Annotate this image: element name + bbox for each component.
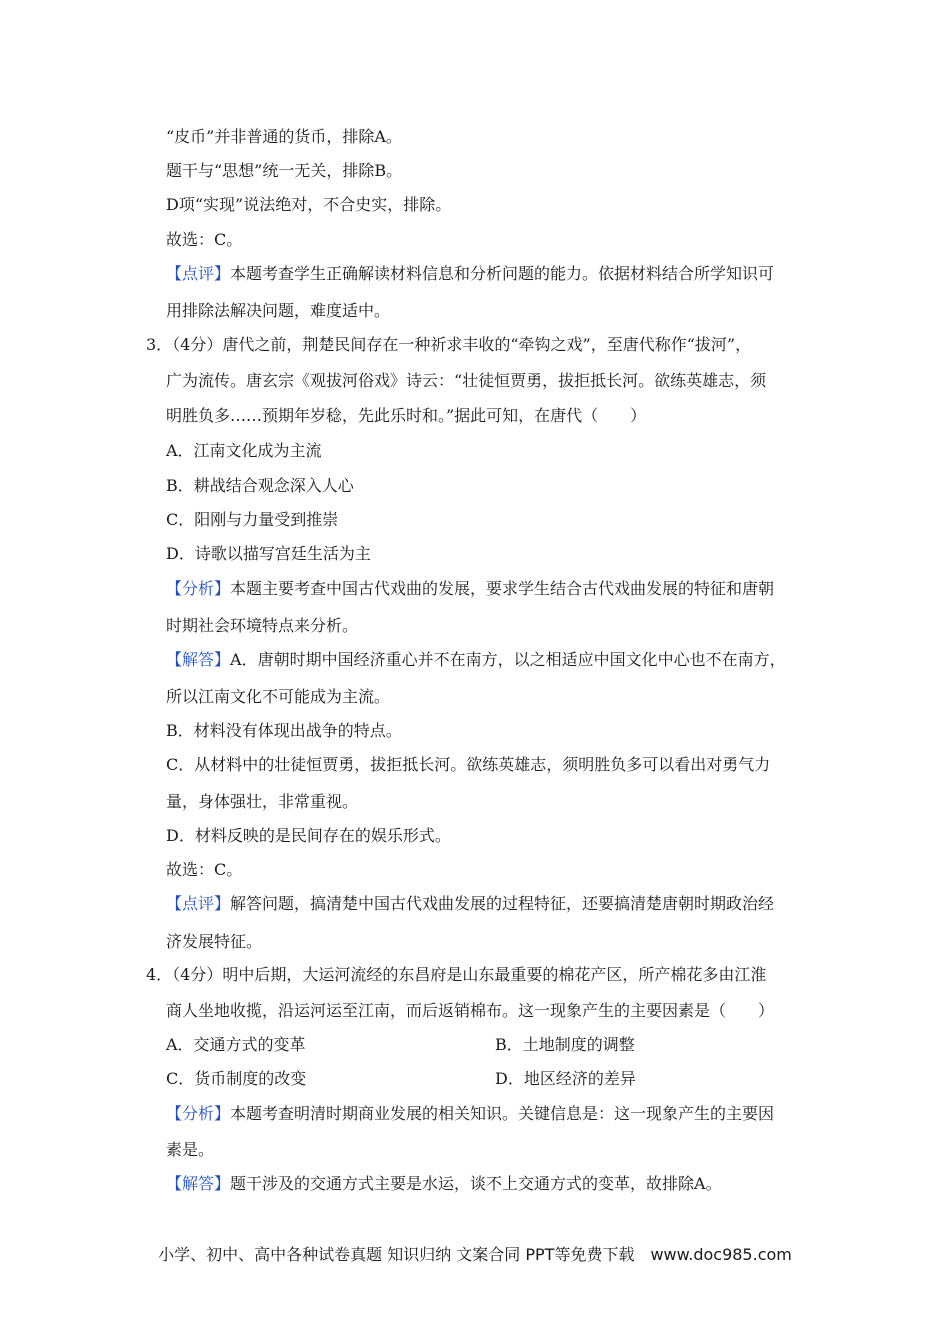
q3-answer-line-3: B．材料没有体现出战争的特点。 [166, 721, 402, 740]
q3-analysis-text: 本题主要考查中国古代戏曲的发展，要求学生结合古代戏曲发展的特征和唐朝 [230, 579, 775, 598]
q4-analysis-cont: 素是。 [166, 1140, 215, 1159]
q4-option-c: C．货币制度的改变 [166, 1069, 307, 1088]
comment-tag: 【点评】 [166, 264, 231, 283]
q4-analysis [166, 1103, 774, 1125]
answer-tag: 【解答】 [166, 1174, 231, 1193]
q4-option-d: D．地区经济的差异 [495, 1069, 636, 1088]
q3-comment-cont: 济发展特征。 [166, 932, 263, 951]
q4-option-a: A．交通方式的变革 [166, 1035, 306, 1054]
q3-stem-line-1: 3．（4分）唐代之前，荆楚民间存在一种祈求丰收的“牵钩之戏”，至唐代称作“拔河”， [146, 335, 752, 354]
q2-choice: 故选：C。 [166, 230, 243, 249]
q3-option-a: A．江南文化成为主流 [166, 441, 322, 460]
q2-comment-text: 本题考查学生正确解读材料信息和分析问题的能力。依据材料结合所学知识可 [230, 264, 775, 283]
q3-comment-text: 解答问题，搞清楚中国古代戏曲发展的过程特征，还要搞清楚唐朝时期政治经 [230, 894, 775, 913]
q3-analysis-cont: 时期社会环境特点来分析。 [166, 616, 359, 635]
page-footer: 小学、初中、高中各种试卷真题 知识归纳 文案合同 PPT等免费下载 www.doc985.com [158, 1245, 792, 1264]
q4-stem-line-2: 商人坐地收揽，沿运河运至江南，而后返销棉布。这一现象产生的主要因素是（ ） [166, 1001, 775, 1020]
q3-analysis [166, 578, 774, 600]
answer-tag: 【解答】 [166, 650, 231, 669]
q3-answer-line-2: 所以江南文化不可能成为主流。 [166, 687, 391, 706]
q2-comment [166, 263, 774, 285]
q4-analysis-text: 本题考查明清时期商业发展的相关知识。关键信息是：这一现象产生的主要因 [230, 1104, 775, 1123]
q2-option-d-elimination: D项“实现”说法绝对，不合史实，排除。 [166, 195, 452, 214]
q3-option-b: B．耕战结合观念深入人心 [166, 476, 354, 495]
q3-stem-line-3: 明胜负多……预期年岁稔，先此乐时和。”据此可知，在唐代（ ） [166, 406, 647, 425]
q4-answer [166, 1173, 722, 1195]
q3-answer-line-5: 量，身体强壮，非常重视。 [166, 792, 359, 811]
q3-stem-line-2: 广为流传。唐玄宗《观拔河俗戏》诗云：“壮徒恒贾勇，拔拒抵长河。欲练英雄志，须 [166, 371, 767, 390]
q3-choice: 故选：C。 [166, 860, 243, 879]
q3-answer [166, 649, 786, 671]
comment-tag: 【点评】 [166, 894, 231, 913]
q2-option-b-elimination: 题干与“思想”统一无关，排除B。 [166, 161, 403, 180]
q2-comment-cont: 用排除法解决问题，难度适中。 [166, 301, 391, 320]
q3-comment [166, 893, 774, 915]
q2-option-a-elimination: “皮币”并非普通的货币，排除A。 [166, 127, 402, 146]
analysis-tag: 【分析】 [166, 579, 231, 598]
q4-answer-text: 题干涉及的交通方式主要是水运，谈不上交通方式的变革，故排除A。 [230, 1174, 722, 1193]
q3-answer-line-4: C．从材料中的壮徒恒贾勇，拔拒抵长河。欲练英雄志，须明胜负多可以看出对勇气力 [166, 755, 771, 774]
q3-option-d: D．诗歌以描写宫廷生活为主 [166, 544, 371, 563]
q4-stem-line-1: 4．（4分）明中后期，大运河流经的东昌府是山东最重要的棉花产区，所产棉花多由江淮 [146, 965, 767, 984]
q3-answer-line-6: D．材料反映的是民间存在的娱乐形式。 [166, 826, 451, 845]
q3-answer-text: A．唐朝时期中国经济重心并不在南方，以之相适应中国文化中心也不在南方， [230, 650, 786, 669]
q3-option-c: C．阳刚与力量受到推崇 [166, 510, 339, 529]
q4-option-b: B．土地制度的调整 [495, 1035, 635, 1054]
analysis-tag: 【分析】 [166, 1104, 231, 1123]
